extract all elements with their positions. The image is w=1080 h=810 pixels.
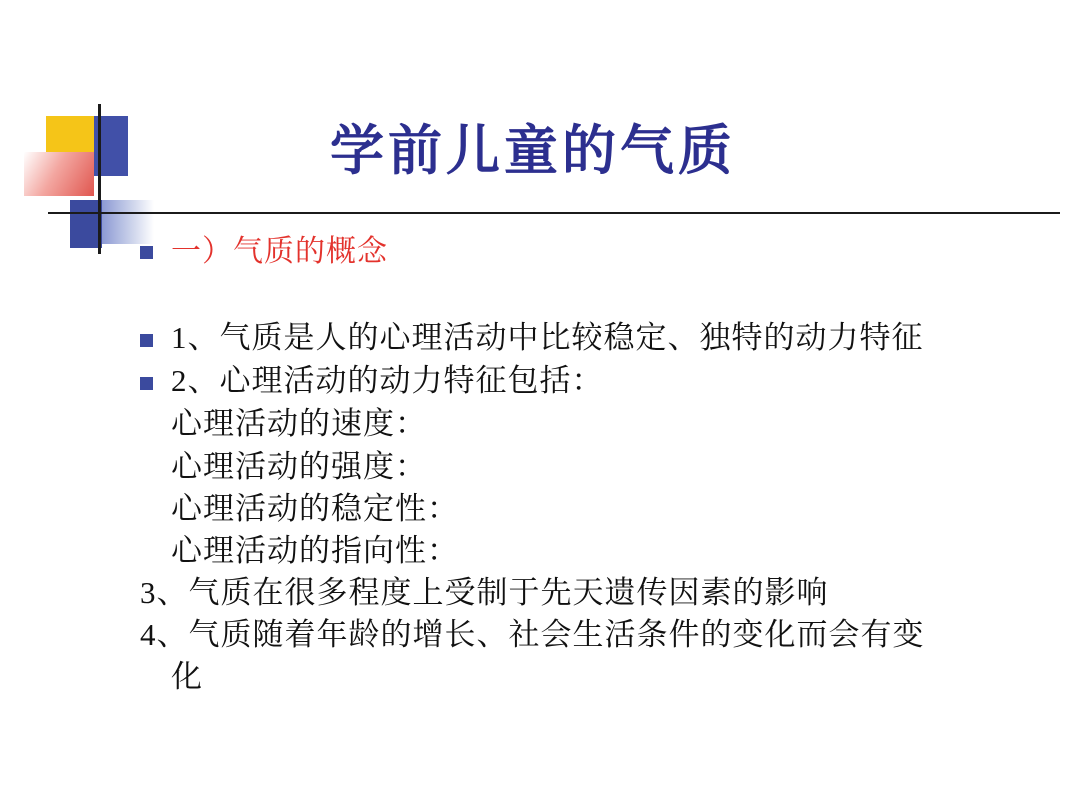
plain-line: 4、气质随着年龄的增长、社会生活条件的变化而会有变 bbox=[140, 617, 925, 653]
section-heading-row bbox=[140, 232, 1070, 272]
bullet-row bbox=[140, 361, 1070, 402]
sub-item: 心理活动的强度： bbox=[171, 448, 427, 484]
bullet-text: 1、气质是人的心理活动中比较稳定、独特的动力特征 bbox=[171, 319, 924, 355]
sub-item: 心理活动的速度： bbox=[171, 406, 427, 442]
decorative-blocks-graphic bbox=[24, 104, 154, 254]
square-bullet-icon bbox=[140, 377, 153, 390]
plain-line: 3、气质在很多程度上受制于先天遗传因素的影响 bbox=[140, 575, 829, 611]
horizontal-rule bbox=[48, 212, 1060, 214]
sub-item: 心理活动的指向性： bbox=[171, 532, 459, 568]
square-bullet-icon bbox=[140, 246, 153, 259]
section-heading-text: 一）气质的概念 bbox=[171, 235, 388, 268]
bullet-text: 2、心理活动的动力特征包括： bbox=[171, 362, 604, 398]
square-bullet-icon bbox=[140, 334, 153, 347]
slide-title: 学前儿童的气质 bbox=[330, 118, 736, 182]
sub-item: 心理活动的稳定性： bbox=[171, 490, 459, 526]
plain-line-continuation: 化 bbox=[171, 659, 203, 695]
bullet-row bbox=[140, 318, 1070, 359]
vertical-rule bbox=[98, 104, 101, 254]
red-gradient-block-icon bbox=[24, 152, 94, 196]
slide-body bbox=[140, 232, 1070, 699]
sub-item-list bbox=[140, 403, 1070, 572]
